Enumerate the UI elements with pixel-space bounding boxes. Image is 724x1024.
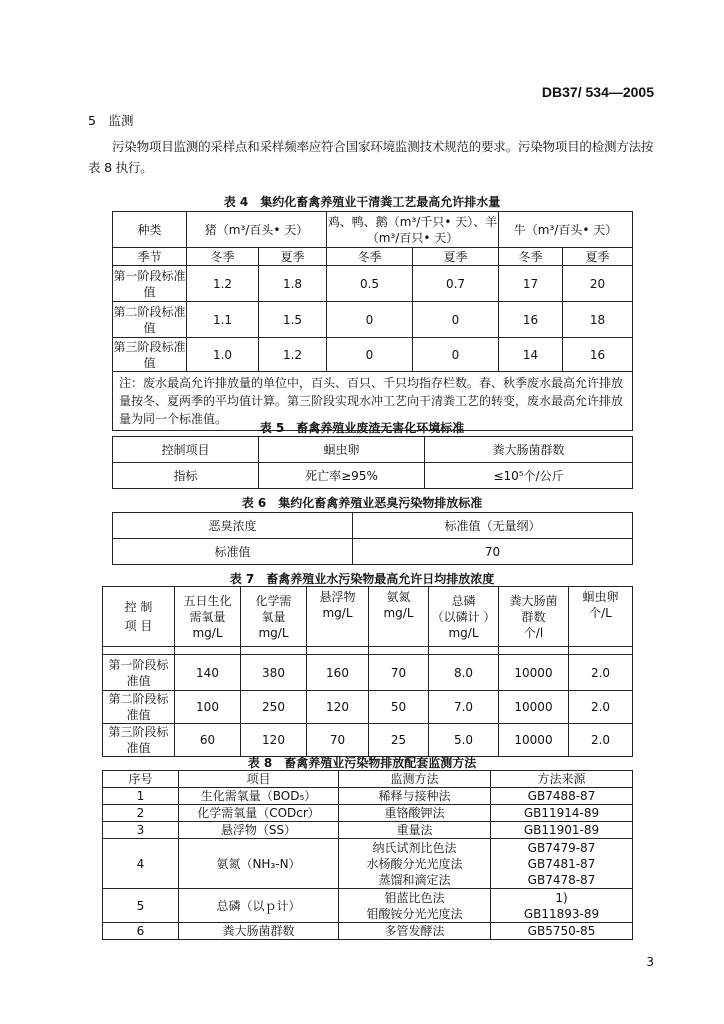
cell: GB11914-89 (491, 805, 633, 822)
cell: 14 (499, 338, 563, 372)
cell: 5.0 (429, 724, 499, 757)
t7-header-coli: 粪大肠菌 群数 个/l (499, 587, 569, 647)
cell: 纳氏试剂比色法 水杨酸分光光度法 蒸馏和滴定法 (339, 839, 491, 889)
t5-header-coli: 粪大肠菌群数 (425, 437, 633, 463)
table-row (103, 724, 633, 757)
cell: 5 (103, 889, 179, 923)
table-row (103, 889, 633, 923)
cell: 粪大肠菌群数 (179, 923, 339, 940)
table7 (102, 586, 633, 757)
document-number: DB37/ 534—2005 (541, 84, 654, 100)
table5-caption: 表 5 畜禽养殖业废渣无害化环境标准 (259, 421, 465, 435)
cell: 380 (241, 655, 307, 691)
row-label: 第一阶段标准值 (113, 266, 187, 302)
t7-header-tp: 总磷 （以磷计 ） mg/L (429, 587, 499, 647)
page-number: 3 (646, 955, 654, 969)
cell: 10000 (499, 655, 569, 691)
t5-header-item: 控制项目 (113, 437, 259, 463)
t4-header-poultry: 鸡、鸭、鹅（m³/千只• 天）、羊（m³/百只• 天） (327, 212, 499, 248)
table8 (102, 770, 633, 940)
cell: 稀释与接种法 (339, 788, 491, 805)
t5-coli-value: ≤10⁵个/公斤 (425, 463, 633, 489)
table-row (103, 839, 633, 889)
cell: 钼蓝比色法 钼酸铵分光光度法 (339, 889, 491, 923)
t5-header-egg: 蛔虫卵 (259, 437, 425, 463)
t4-summer: 夏季 (563, 248, 633, 266)
cell: 100 (175, 691, 241, 724)
table5 (112, 436, 633, 489)
t7-header-item: 控 制 项 目 (103, 587, 175, 647)
t4-summer: 夏季 (413, 248, 499, 266)
row-label: 第三阶段标准值 (103, 724, 175, 757)
table6-caption: 表 6 集约化畜禽养殖业恶臭污染物排放标准 (241, 496, 483, 510)
cell: GB7479-87 GB7481-87 GB7478-87 (491, 839, 633, 889)
cell: 多管发酵法 (339, 923, 491, 940)
cell: 重铬酸钾法 (339, 805, 491, 822)
cell: 化学需氧量（CODcr） (179, 805, 339, 822)
cell: 1.0 (187, 338, 259, 372)
cell: 3 (103, 822, 179, 839)
t6-header-odor: 恶臭浓度 (113, 513, 353, 539)
cell: 70 (369, 655, 429, 691)
t4-winter: 冬季 (327, 248, 413, 266)
t7-header-egg: 蛔虫卵 个/L (569, 587, 633, 647)
table-row (113, 338, 633, 372)
t4-season-label: 季节 (113, 248, 187, 266)
table-row (113, 302, 633, 338)
cell: 160 (307, 655, 369, 691)
cell: 2 (103, 805, 179, 822)
cell: 氨氮（NH₃-N） (179, 839, 339, 889)
cell: 18 (563, 302, 633, 338)
cell: 120 (241, 724, 307, 757)
cell: 16 (563, 338, 633, 372)
t6-header-standard: 标准值（无量纲） (353, 513, 633, 539)
cell: 4 (103, 839, 179, 889)
cell: 10000 (499, 724, 569, 757)
cell: 1.2 (187, 266, 259, 302)
table4-caption: 表 4 集约化畜禽养殖业干清粪工艺最高允许排水量 (223, 195, 501, 209)
table-row (103, 805, 633, 822)
table6 (112, 512, 633, 565)
t4-summer: 夏季 (259, 248, 327, 266)
cell: 10000 (499, 691, 569, 724)
table-row (103, 655, 633, 691)
cell: 0 (413, 338, 499, 372)
cell: 0.7 (413, 266, 499, 302)
cell: 17 (499, 266, 563, 302)
t8-header-no: 序号 (103, 771, 179, 788)
cell: 2.0 (569, 691, 633, 724)
table-row (103, 822, 633, 839)
cell: 1) GB11893-89 (491, 889, 633, 923)
cell: 25 (369, 724, 429, 757)
cell: 16 (499, 302, 563, 338)
t7-header-nh3: 氨氮 mg/L (369, 587, 429, 647)
table-row (103, 923, 633, 940)
row-label: 第一阶段标准值 (103, 655, 175, 691)
t7-header-cod: 化学需 氧量 mg/L (241, 587, 307, 647)
cell: 2.0 (569, 655, 633, 691)
t6-row-value: 70 (353, 539, 633, 565)
cell: GB11901-89 (491, 822, 633, 839)
t5-egg-value: 死亡率≥95% (259, 463, 425, 489)
cell: 0.5 (327, 266, 413, 302)
intro-paragraph: 污染物项目监测的采样点和采样频率应符合国家环境监测技术规范的要求。污染物项目的检测方法按表 8 执行。 (88, 139, 654, 175)
t8-header-method: 监测方法 (339, 771, 491, 788)
cell: 重量法 (339, 822, 491, 839)
cell: GB5750-85 (491, 923, 633, 940)
cell: 0 (327, 302, 413, 338)
t4-header-cattle: 牛（m³/百头• 天） (499, 212, 633, 248)
cell: 140 (175, 655, 241, 691)
cell: 120 (307, 691, 369, 724)
cell: 0 (327, 338, 413, 372)
table-row (103, 788, 633, 805)
t8-header-item: 项目 (179, 771, 339, 788)
t6-row-label: 标准值 (113, 539, 353, 565)
table4 (112, 211, 633, 431)
table-row (103, 691, 633, 724)
t4-note: 注：废水最高允许排放量的单位中，百头、百只、千只均指存栏数。春、秋季废水最高允许排放量按冬、夏两季的平均值计算。第三阶段实现水冲工艺向干清粪工艺的转变，废水最高允许排放量为同一个标准值。 (113, 372, 633, 431)
cell: 50 (369, 691, 429, 724)
cell: 70 (307, 724, 369, 757)
cell: 60 (175, 724, 241, 757)
cell: 8.0 (429, 655, 499, 691)
cell: 总磷（以ｐ计） (179, 889, 339, 923)
cell: 2.0 (569, 724, 633, 757)
cell: 6 (103, 923, 179, 940)
cell: 1.1 (187, 302, 259, 338)
t4-header-pig: 猪（m³/百头• 天） (187, 212, 327, 248)
cell: 生化需氧量（BOD₅） (179, 788, 339, 805)
row-label: 第二阶段标准值 (103, 691, 175, 724)
cell: 悬浮物（SS） (179, 822, 339, 839)
cell: 1 (103, 788, 179, 805)
t7-header-ss: 悬浮物 mg/L (307, 587, 369, 647)
t7-header-bod: 五日生化 需氧量 mg/L (175, 587, 241, 647)
section-title: 5 监测 (88, 113, 134, 128)
t4-header-kind: 种类 (113, 212, 187, 248)
cell: 1.2 (259, 338, 327, 372)
table8-caption: 表 8 畜禽养殖业污染物排放配套监测方法 (247, 756, 477, 770)
t5-row-label: 指标 (113, 463, 259, 489)
t4-winter: 冬季 (187, 248, 259, 266)
t8-header-source: 方法来源 (491, 771, 633, 788)
cell: 250 (241, 691, 307, 724)
cell: 20 (563, 266, 633, 302)
cell: 7.0 (429, 691, 499, 724)
cell: 1.5 (259, 302, 327, 338)
cell: 1.8 (259, 266, 327, 302)
cell: GB7488-87 (491, 788, 633, 805)
row-label: 第三阶段标准值 (113, 339, 186, 370)
row-label: 第二阶段标准值 (113, 302, 187, 338)
cell: 0 (413, 302, 499, 338)
table-row (113, 266, 633, 302)
table7-caption: 表 7 畜禽养殖业水污染物最高允许日均排放浓度 (229, 572, 495, 586)
t4-winter: 冬季 (499, 248, 563, 266)
